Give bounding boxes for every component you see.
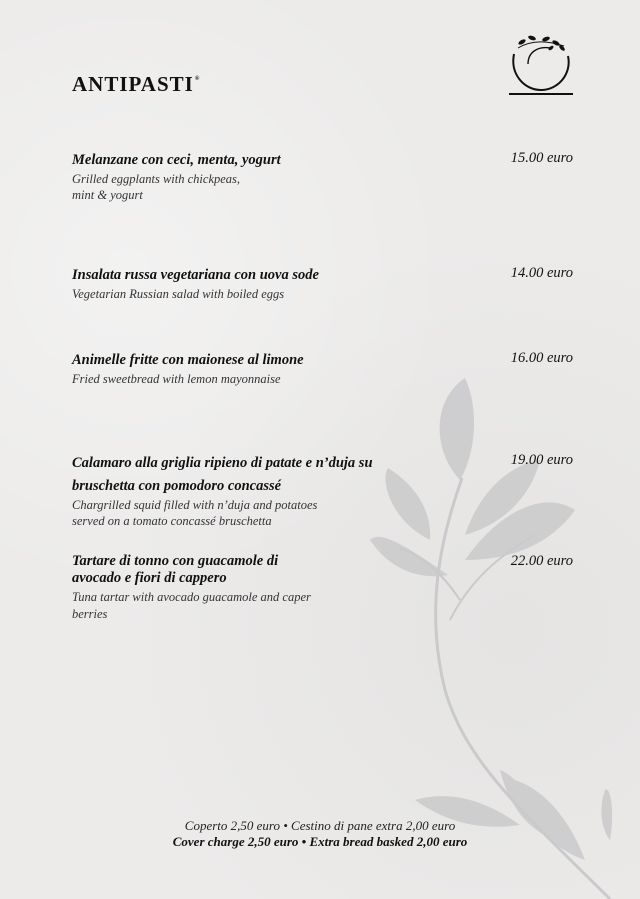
item-name: Tartare di tonno con guacamole di avocado e fiori di cappero (72, 553, 279, 586)
item-price: 19.00 euro (510, 452, 573, 468)
menu-item (72, 265, 422, 302)
item-name: Animelle fritte con maionese al limone (72, 352, 304, 368)
item-description: Grilled eggplants with chickpeas, mint & yogurt (72, 172, 241, 202)
cover-charge-english: Cover charge 2,50 euro • Extra bread basked 2,00 euro (172, 834, 468, 849)
item-name: Insalata russa vegetariana con uova sode (72, 267, 319, 283)
menu-item (72, 553, 372, 623)
item-description: Fried sweetbread with lemon mayonnaise (72, 372, 281, 386)
item-description: Chargrilled squid filled with n’duja and potatoes served on a tomato concassé bruschetta (72, 498, 318, 528)
page-title: ANTIPASTI® (72, 72, 201, 96)
bowl-with-olive-branch-icon (506, 34, 576, 98)
menu-item (72, 350, 422, 387)
cover-charge-note (0, 818, 640, 850)
item-price: 22.00 euro (510, 553, 573, 569)
item-description: Tuna tartar with avocado guacamole and caper berries (72, 590, 311, 621)
menu-item (72, 452, 472, 529)
item-name: Melanzane con ceci, menta, yogurt (72, 152, 281, 168)
item-description: Vegetarian Russian salad with boiled eggs (72, 287, 285, 301)
item-price: 16.00 euro (510, 350, 573, 366)
item-price: 15.00 euro (510, 150, 573, 166)
cover-charge-italian: Coperto 2,50 euro • Cestino di pane extra 2,00 euro (184, 818, 456, 833)
menu-item (72, 150, 422, 203)
item-price: 14.00 euro (510, 265, 573, 281)
item-name: Calamaro alla griglia ripieno di patate e n’duja su bruschetta con pomodoro concassé (72, 455, 373, 494)
